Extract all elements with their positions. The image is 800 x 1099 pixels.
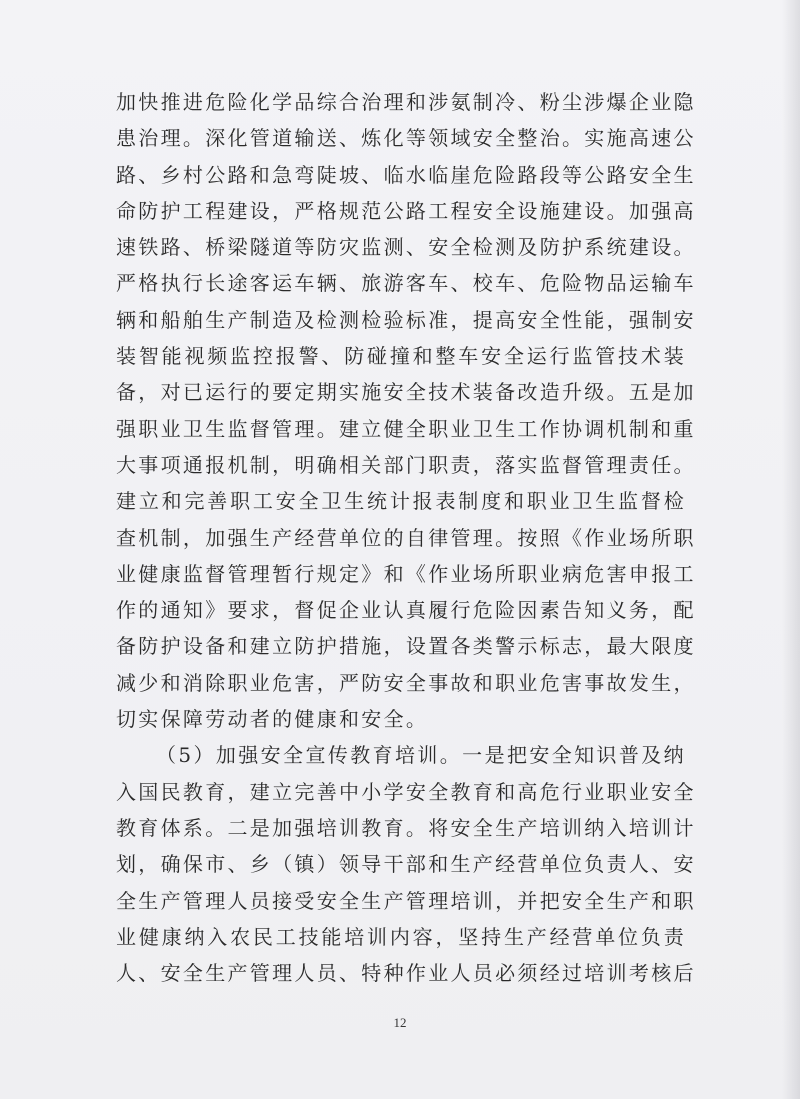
text-line: 严格执行长途客运车辆、旅游客车、校车、危险物品运输车: [116, 271, 696, 296]
text-line: 查机制，加强生产经营单位的自律管理。按照《作业场所职: [116, 525, 696, 550]
text-line: 人、安全生产管理人员、特种作业人员必须经过培训考核后: [116, 961, 696, 986]
text-line: 强职业卫生监督管理。建立健全职业卫生工作协调机制和重: [116, 416, 696, 441]
text-line: 减少和消除职业危害，严防安全事故和职业危害事故发生，: [116, 670, 696, 695]
text-line: 加快推进危险化学品综合治理和涉氨制冷、粉尘涉爆企业隐: [116, 90, 696, 114]
text-line: 命防护工程建设，严格规范公路工程安全设施建设。加强高: [116, 198, 696, 223]
text-line: 业健康监督管理暂行规定》和《作业场所职业病危害申报工: [116, 561, 696, 586]
text-line: 装智能视频监控报警、防碰撞和整车安全运行监管技术装: [116, 344, 686, 369]
body-text: [116, 84, 696, 991]
text-line: 入国民教育，建立完善中小学安全教育和高危行业职业安全: [116, 779, 696, 804]
text-line: 划，确保市、乡（镇）领导干部和生产经营单位负责人、安: [116, 852, 696, 877]
text-line: 速铁路、桥梁隧道等防灾监测、安全检测及防护系统建设。: [116, 235, 696, 260]
text-line: 辆和船舶生产制造及检测检验标准，提高安全性能，强制安: [116, 307, 696, 332]
text-line: 全生产管理人员接受安全生产管理培训，并把安全生产和职: [116, 888, 696, 913]
text-line: 路、乡村公路和急弯陡坡、临水临崖危险路段等公路安全生: [116, 162, 696, 187]
page-edge-shadow: [782, 0, 800, 1099]
paragraph-end-line: 切实保障劳动者的健康和安全。: [116, 707, 429, 732]
text-line: 备，对已运行的要定期实施安全技术装备改造升级。五是加: [116, 380, 696, 405]
text-line: 作的通知》要求，督促企业认真履行危险因素告知义务，配: [116, 598, 696, 623]
text-line: 业健康纳入农民工技能培训内容，坚持生产经营单位负责: [116, 924, 686, 949]
text-line: 教育体系。二是加强培训教育。将安全生产培训纳入培训计: [116, 815, 696, 840]
text-line: 患治理。深化管道输送、炼化等领域安全整治。实施高速公: [116, 126, 696, 151]
page-number: 12: [393, 1015, 407, 1030]
section-heading-line: （5）加强安全宣传教育培训。一是把安全知识普及纳: [156, 743, 686, 768]
text-line: 大事项通报机制，明确相关部门职责，落实监督管理责任。: [116, 452, 696, 477]
text-line: 备防护设备和建立防护措施，设置各类警示标志，最大限度: [116, 634, 696, 659]
text-line: 建立和完善职工安全卫生统计报表制度和职业卫生监督检: [116, 489, 686, 514]
